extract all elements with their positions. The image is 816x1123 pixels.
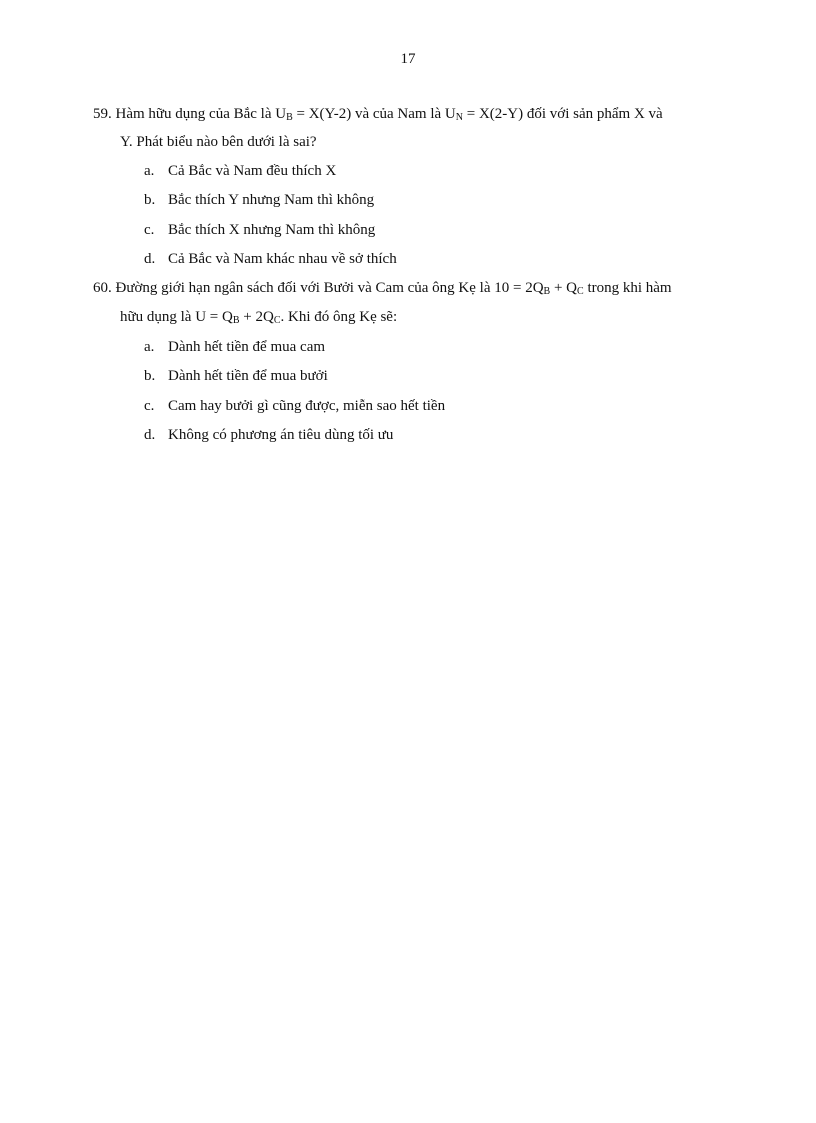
option-a xyxy=(144,337,325,357)
option-text: Cả Bắc và Nam đều thích X xyxy=(168,163,337,179)
option-text: Cam hay bưởi gì cũng được, miễn sao hết tiền xyxy=(168,398,446,414)
option-b xyxy=(144,366,328,386)
subscript: C xyxy=(577,286,584,297)
subscript: N xyxy=(455,112,463,123)
question-59-line-2: Y. Phát biểu nào bên dưới là sai? xyxy=(120,134,317,150)
option-a xyxy=(144,161,336,181)
option-letter: c. xyxy=(144,222,155,238)
question-60-line-1 xyxy=(93,278,672,298)
option-letter: d. xyxy=(144,427,156,443)
option-text: Bắc thích X nhưng Nam thì không xyxy=(168,222,376,238)
option-letter: b. xyxy=(144,368,156,384)
question-text: Hàm hữu dụng của Bắc là U xyxy=(115,106,287,122)
option-c xyxy=(144,220,375,240)
option-text: Không có phương án tiêu dùng tối ưu xyxy=(168,427,394,443)
option-text: Dành hết tiền để mua bưởi xyxy=(168,368,328,384)
subscript: C xyxy=(273,315,281,326)
option-letter: c. xyxy=(144,398,155,414)
subscript: B xyxy=(232,315,240,326)
option-letter: d. xyxy=(144,251,156,267)
question-text: = X(Y-2) và của Nam là U xyxy=(292,106,456,122)
question-text: hữu dụng là U = Q xyxy=(120,309,233,325)
option-c xyxy=(144,396,445,416)
subscript: B xyxy=(286,112,293,123)
question-text: + 2Q xyxy=(239,309,274,325)
option-letter: b. xyxy=(144,192,156,208)
question-text: = X(2-Y) đối với sản phẩm X và xyxy=(463,106,663,122)
option-d xyxy=(144,425,393,445)
question-text: . Khi đó ông Kẹ sẽ: xyxy=(280,309,398,325)
question-number: 60. xyxy=(93,280,112,296)
option-d xyxy=(144,249,397,269)
option-text: Cả Bắc và Nam khác nhau về sở thích xyxy=(168,251,397,267)
option-text: Bắc thích Y nhưng Nam thì không xyxy=(168,192,375,208)
subscript: B xyxy=(543,286,551,297)
question-59-line-1 xyxy=(93,104,663,124)
question-60-line-2 xyxy=(120,307,397,327)
question-number: 59. xyxy=(93,106,112,122)
question-text: Đường giới hạn ngân sách đối với Bưởi và Cam của ông Kẹ là 10 = 2Q xyxy=(115,280,544,296)
question-text: trong khi hàm xyxy=(583,280,672,296)
option-text: Dành hết tiền để mua cam xyxy=(168,339,326,355)
page-number: 17 xyxy=(400,51,416,67)
option-letter: a. xyxy=(144,163,155,179)
question-text: + Q xyxy=(550,280,578,296)
option-b xyxy=(144,190,374,210)
option-letter: a. xyxy=(144,339,155,355)
